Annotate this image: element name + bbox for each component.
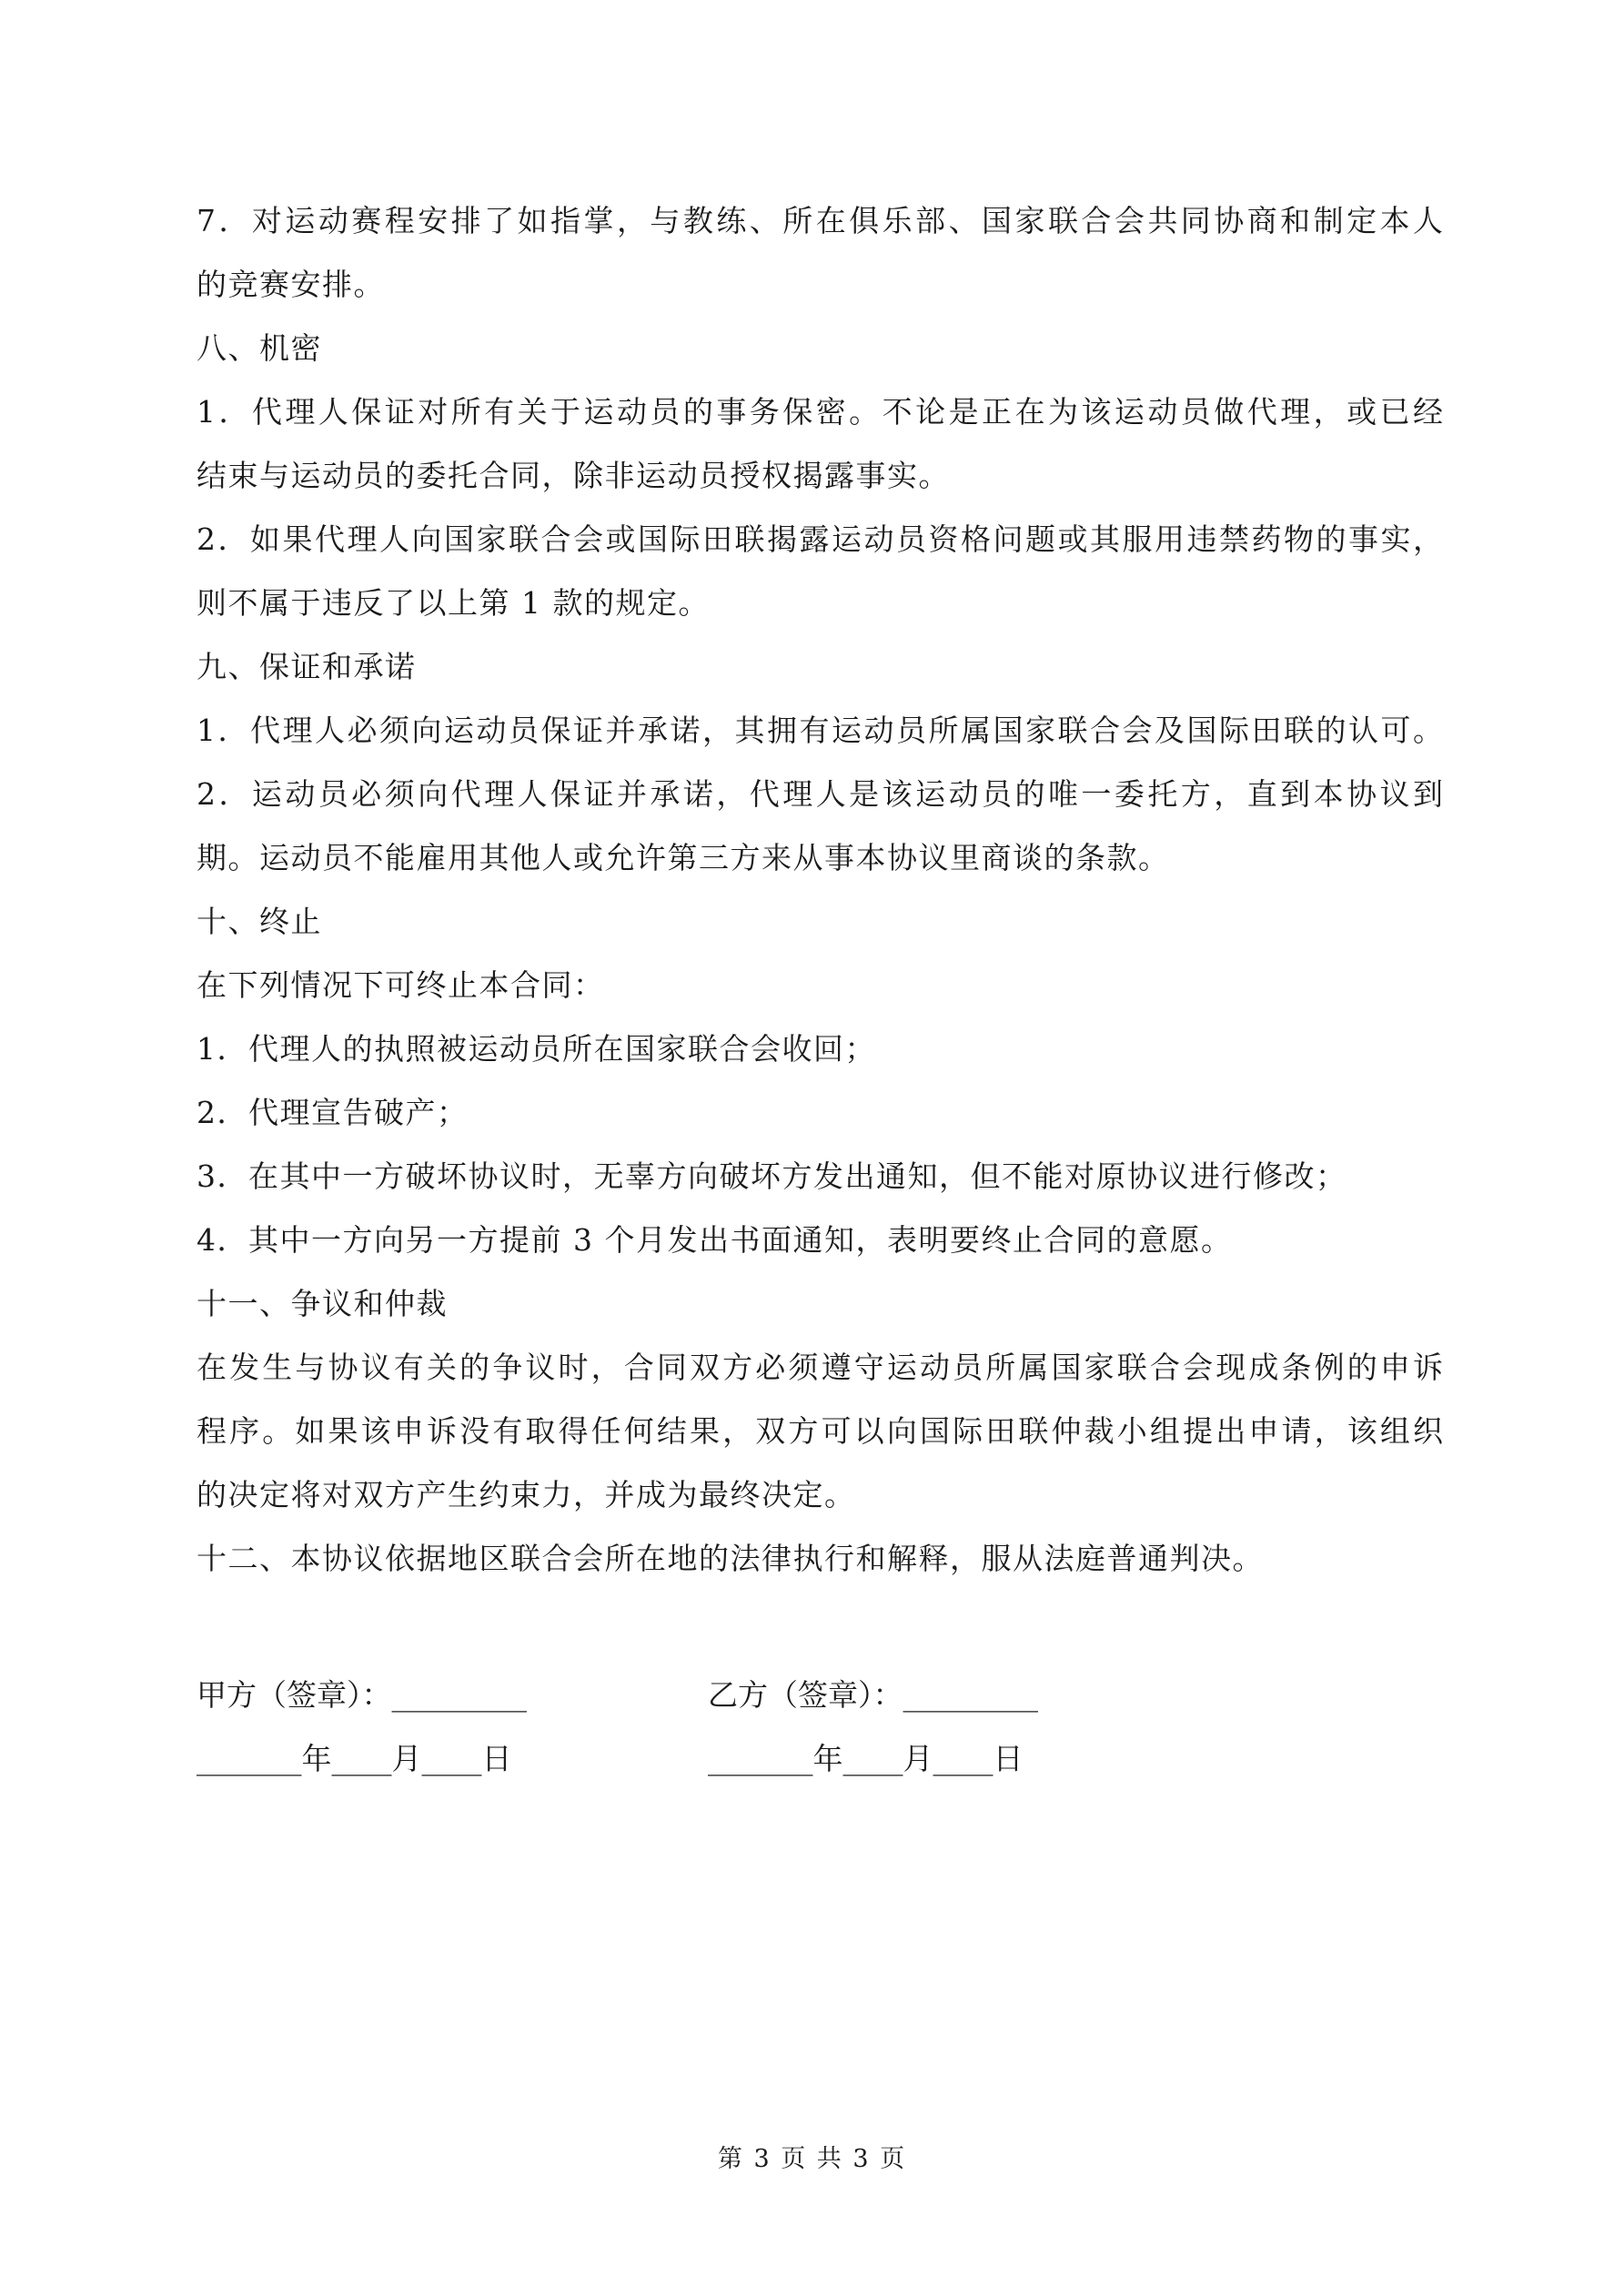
section-8-item-1-line-1: 1．代理人保证对所有关于运动员的事务保密。不论是正在为该运动员做代理，或已经 bbox=[197, 394, 1443, 430]
section-11-line-2: 程序。如果该申诉没有取得任何结果，双方可以向国际田联仲裁小组提出申请，该组织 bbox=[197, 1413, 1443, 1449]
section-11-heading: 十一、争议和仲裁 bbox=[197, 1286, 448, 1321]
page-number-footer: 第 3 页 共 3 页 bbox=[717, 2145, 907, 2173]
contract-body bbox=[197, 189, 1443, 1791]
party-a-signature: 甲方（签章）：_________ bbox=[197, 1677, 527, 1713]
section-10-heading: 十、终止 bbox=[197, 904, 322, 939]
signature-row bbox=[197, 1664, 1443, 1727]
section-10-item-2: 2．代理宣告破产； bbox=[197, 1095, 469, 1130]
party-b-date: _______年____月____日 bbox=[708, 1741, 1024, 1776]
signature-spacer bbox=[197, 1591, 1443, 1664]
section-9-item-2-line-1: 2．运动员必须向代理人保证并承诺，代理人是该运动员的唯一委托方，直到本协议到 bbox=[197, 776, 1443, 812]
section-10-item-4: 4．其中一方向另一方提前 3 个月发出书面通知，表明要终止合同的意愿。 bbox=[197, 1222, 1233, 1258]
party-a-date: _______年____月____日 bbox=[197, 1741, 512, 1776]
section-9-item-1: 1．代理人必须向运动员保证并承诺，其拥有运动员所属国家联合会及国际田联的认可。 bbox=[197, 713, 1443, 748]
date-row bbox=[197, 1727, 1443, 1791]
section-10-item-3: 3．在其中一方破坏协议时，无辜方向破坏方发出通知，但不能对原协议进行修改； bbox=[197, 1158, 1347, 1194]
section-8-item-1-line-2: 结束与运动员的委托合同，除非运动员授权揭露事实。 bbox=[197, 458, 950, 493]
section-8-item-2-line-2: 则不属于违反了以上第 1 款的规定。 bbox=[197, 585, 710, 621]
section-11-line-1: 在发生与协议有关的争议时，合同双方必须遵守运动员所属国家联合会现成条例的申诉 bbox=[197, 1350, 1443, 1385]
clause-7-line-2: 的竞赛安排。 bbox=[197, 267, 385, 302]
section-12-clause: 十二、本协议依据地区联合会所在地的法律执行和解释，服从法庭普通判决。 bbox=[197, 1541, 1264, 1576]
section-10-intro: 在下列情况下可终止本合同： bbox=[197, 967, 605, 1003]
party-b-signature: 乙方（签章）：_________ bbox=[708, 1677, 1038, 1713]
section-9-item-2-line-2: 期。运动员不能雇用其他人或允许第三方来从事本协议里商谈的条款。 bbox=[197, 840, 1170, 875]
section-8-item-2-line-1: 2．如果代理人向国家联合会或国际田联揭露运动员资格问题或其服用违禁药物的事实， bbox=[197, 521, 1443, 557]
section-8-heading: 八、机密 bbox=[197, 330, 322, 366]
section-11-line-3: 的决定将对双方产生约束力，并成为最终决定。 bbox=[197, 1477, 856, 1512]
clause-7-line-1: 7．对运动赛程安排了如指掌，与教练、所在俱乐部、国家联合会共同协商和制定本人 bbox=[197, 203, 1443, 238]
section-9-heading: 九、保证和承诺 bbox=[197, 649, 417, 684]
section-10-item-1: 1．代理人的执照被运动员所在国家联合会收回； bbox=[197, 1031, 876, 1067]
